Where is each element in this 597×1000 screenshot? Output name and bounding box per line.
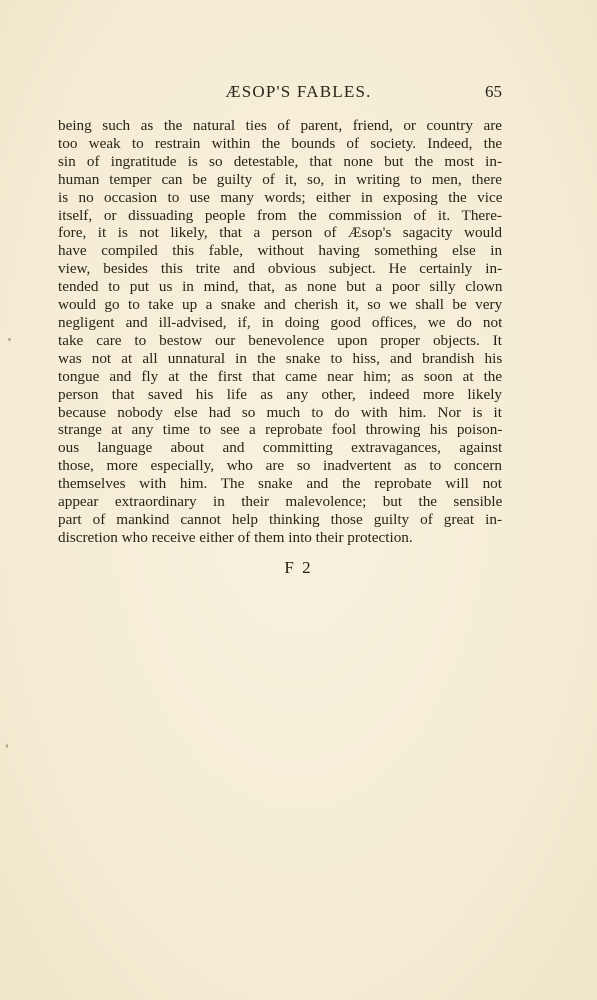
text-line: negligent and ill-advised, if, in doing good offices, we do not — [58, 313, 503, 331]
text-line: appear extraordinary in their malevolence; but the sensible — [58, 493, 503, 511]
text-line: part of mankind cannot help thinking those guilty of great in- — [58, 510, 503, 528]
text-line: itself, or dissuading people from the commission of it. There- — [58, 206, 503, 224]
page-number: 65 — [485, 82, 502, 101]
text-line: take care to bestow our benevolence upon proper objects. It — [58, 331, 502, 349]
paper-spot — [8, 338, 11, 341]
signature-mark: F 2 — [284, 558, 313, 577]
paper-spot — [6, 744, 8, 748]
running-title: ÆSOP'S FABLES. — [225, 82, 372, 101]
text-line: discretion who receive either of them into their protection. — [58, 528, 413, 546]
text-line: being such as the natural ties of parent, friend, or country are — [58, 117, 502, 134]
text-line: sin of ingratitude is so detestable, that none but the most in- — [58, 152, 502, 170]
text-line: person that saved his life as any other, indeed more likely — [58, 385, 503, 403]
text-line: have compiled this fable, without having something else in — [58, 242, 503, 260]
text-line: tongue and fly at the first that came near him; as soon at the — [58, 367, 503, 385]
text-line: strange at any time to see a reprobate fool throwing his poison- — [58, 421, 503, 439]
text-line: those, more especially, who are so inadvertent as to concern — [58, 457, 502, 475]
text-line: fore, it is not likely, that a person of Æsop's sagacity would — [58, 224, 503, 242]
text-line: themselves with him. The snake and the reprobate will not — [58, 475, 502, 493]
text-line: is no occasion to use many words; either in exposing the vice — [58, 188, 503, 206]
text-line: was not at all unnatural in the snake to hiss, and brandish his — [58, 349, 503, 367]
text-line: would go to take up a snake and cherish it, so we shall be very — [58, 296, 503, 314]
text-line: because nobody else had so much to do with him. Nor is it — [58, 403, 502, 421]
body-text — [58, 117, 502, 547]
text-line: too weak to restrain within the bounds of society. Indeed, the — [58, 134, 503, 152]
text-line: human temper can be guilty of it, so, in writing to men, there — [58, 170, 502, 188]
running-head — [0, 82, 597, 106]
text-line: view, besides this trite and obvious subject. He certainly in- — [58, 260, 503, 278]
text-line: ous language about and committing extravagances, against — [58, 439, 503, 457]
text-line: tended to put us in mind, that, as none but a poor silly clown — [58, 278, 503, 296]
